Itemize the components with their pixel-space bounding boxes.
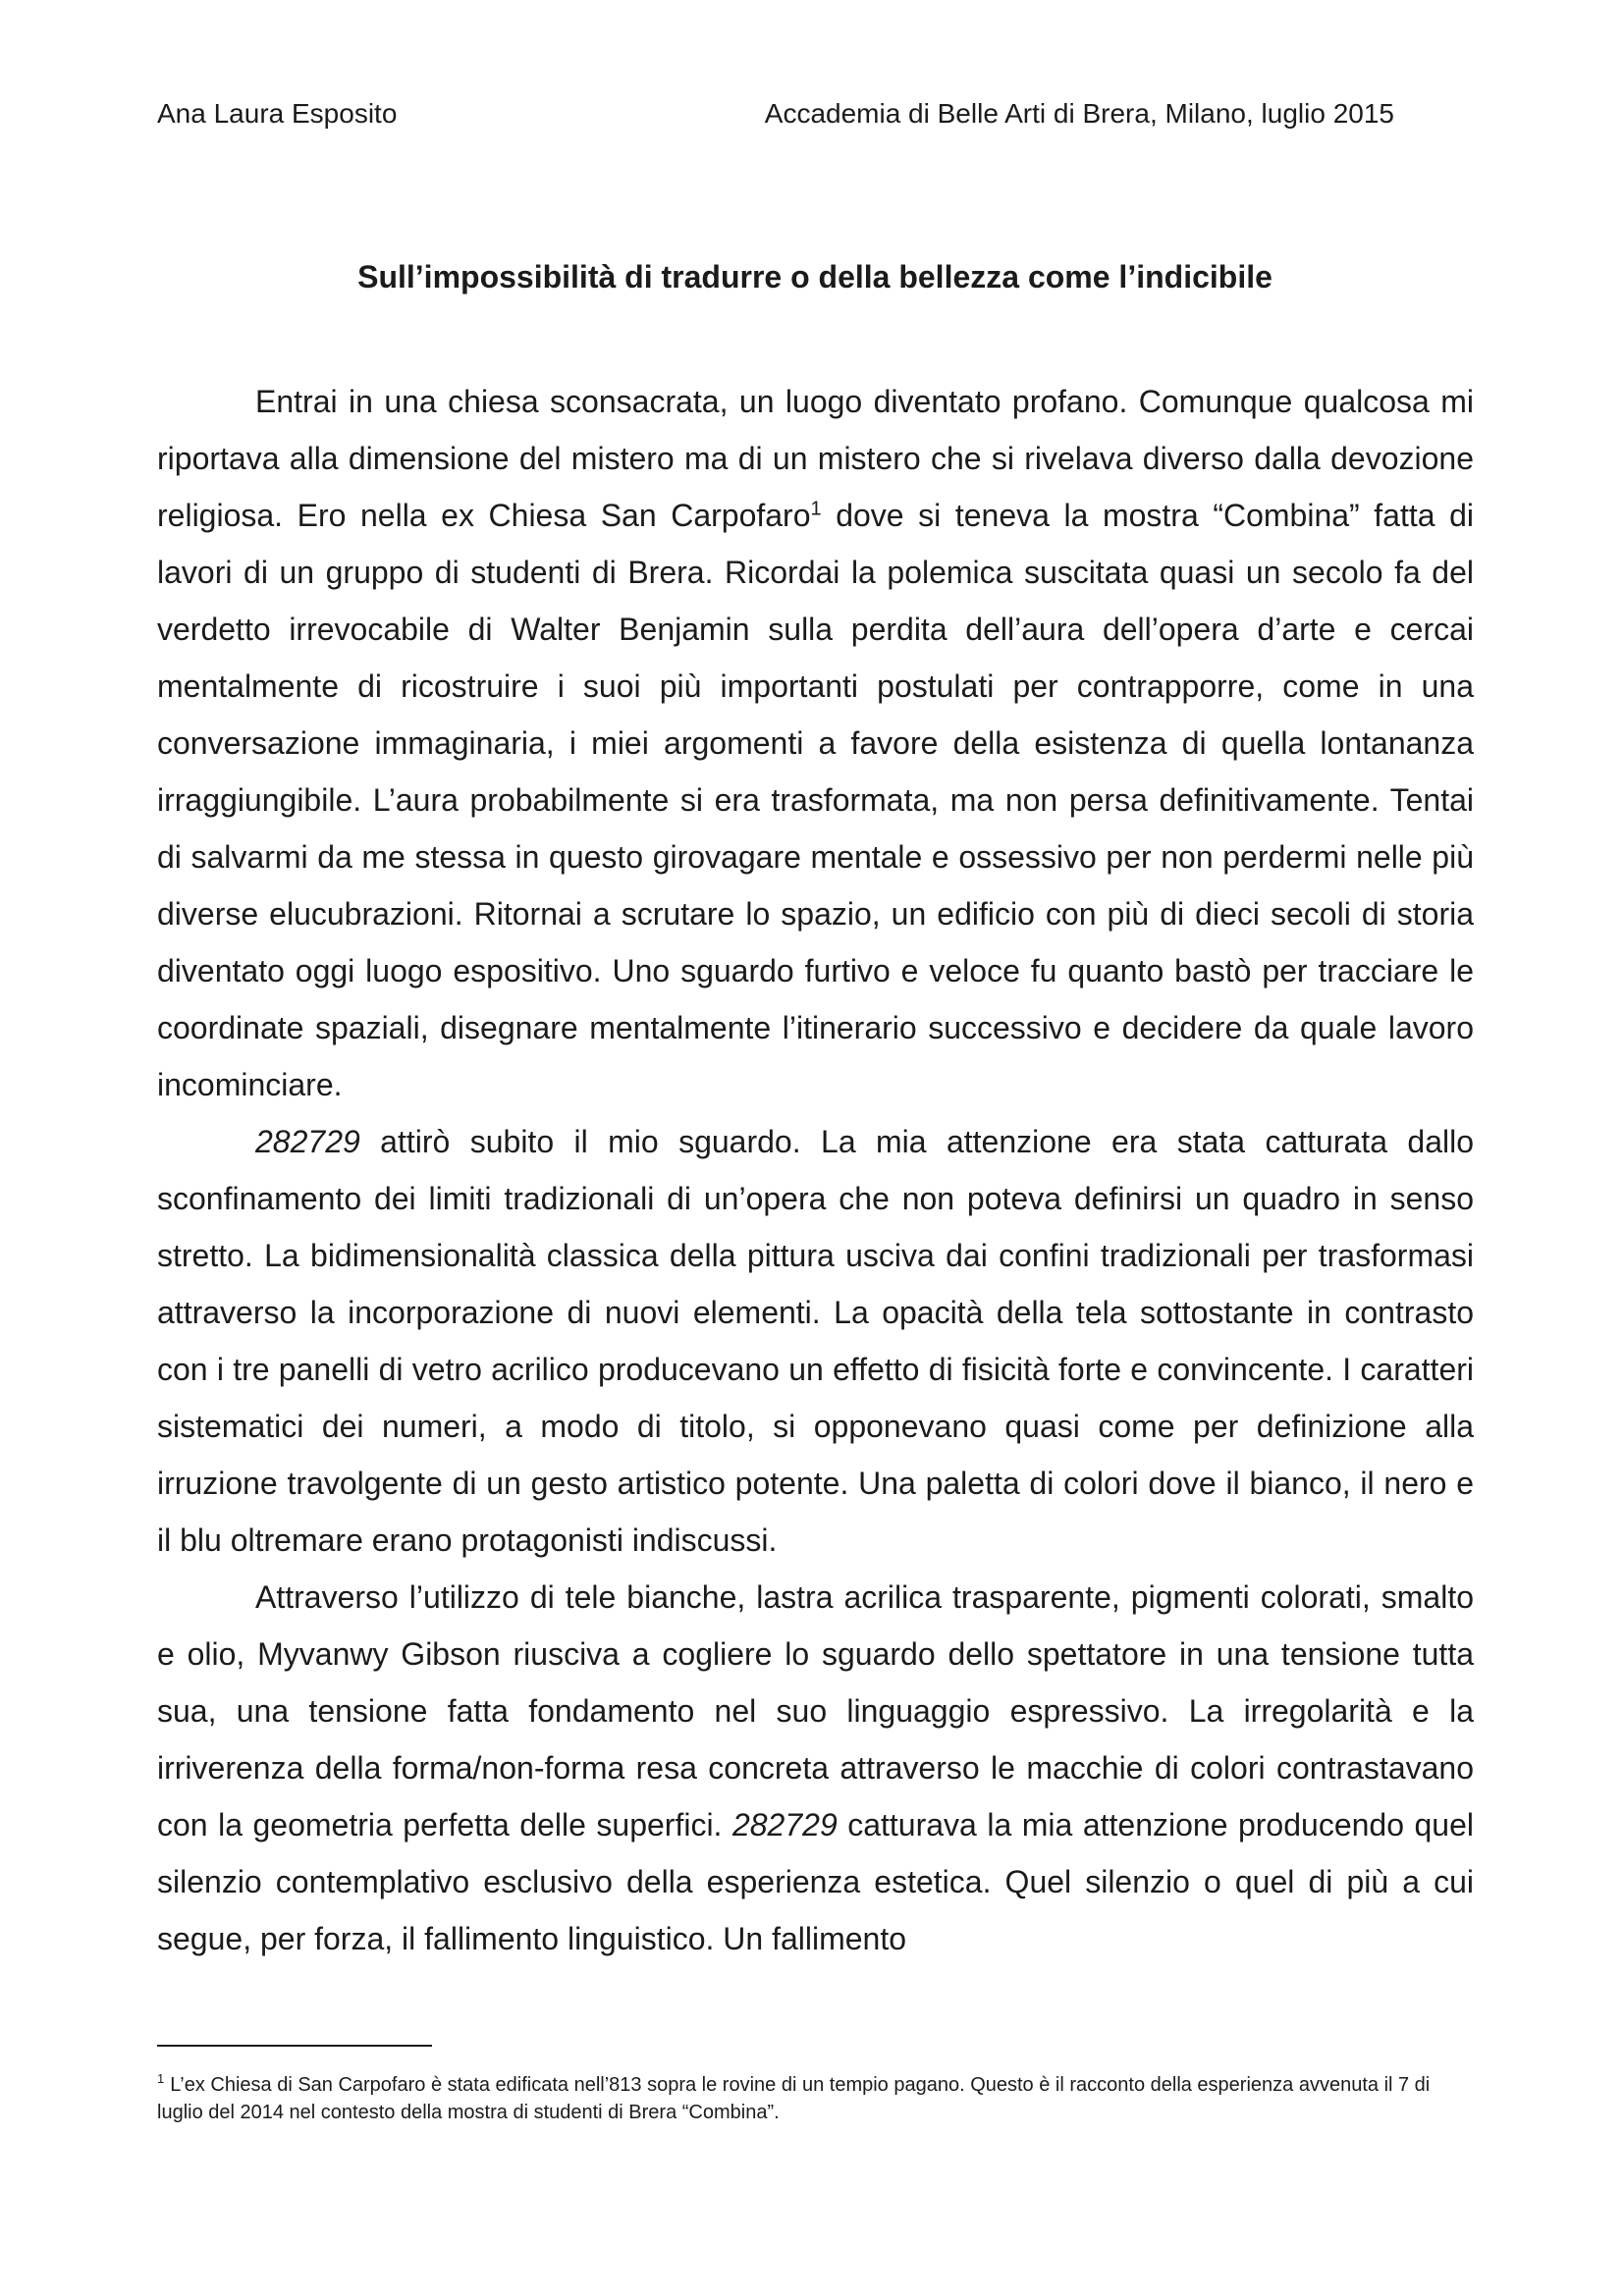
paragraph-1 [157,373,1474,1113]
footnote-divider [157,2045,432,2047]
header-place-date: Accademia di Belle Arti di Brera, Milano, luglio 2015 [764,98,1394,129]
paragraph-2-text: attirò subito il mio sguardo. La mia attenzione era stata catturata dallo sconfinamento dei limiti tradizionali di un’opera che non poteva definirsi un quadro in senso stretto. La bidimensionalità classica della pittura usciva dai confini tradizionali per trasformasi attraverso la incorporazione di nuovi elementi. La opacità della tela sottostante in contrasto con i tre panelli di vetro acrilico producevano un effetto di fisicità forte e convincente. I caratteri sistematici dei numeri, a modo di titolo, si opponevano quasi come per definizione alla irruzione travolgente di un gesto artistico potente. Una paletta di colori dove il bianco, il nero e il blu oltremare erano protagonisti indiscussi. [157,1124,1474,1558]
paragraph-2 [157,1113,1474,1569]
paragraph-1-text-b: dove si teneva la mostra “Combina” fatta di lavori di un gruppo di studenti di Brera. Ricordai la polemica suscitata quasi un secolo fa del verdetto irrevocabile di Walter Benjamin sulla perdita dell’aura dell’opera d’arte e cercai mentalmente di ricostruire i suoi più importanti postulati per contrapporre, come in una conversazione immaginaria, i miei argomenti a favore della esistenza di quella lontananza irraggiungibile. L’aura probabilmente si era trasformata, ma non persa definitivamente. Tentai di salvarmi da me stessa in questo girovagare mentale e ossessivo per non perdermi nelle più diverse elucubrazioni. Ritornai a scrutare lo spazio, un edificio con più di dieci secoli di storia diventato oggi luogo espositivo. Uno sguardo furtivo e veloce fu quanto bastò per tracciare le coordinate spaziali, disegnare mentalmente l’itinerario successivo e decidere da quale lavoro incominciare. [157,498,1475,1102]
artwork-title: 282729 [731,1807,838,1842]
paragraph-1-text-a: Entrai in una chiesa sconsacrata, un luogo diventato profano. Comunque qualcosa mi riportava alla dimensione del mistero ma di un mistero che si rivelava diverso dalla devozione religiosa. Ero nella ex Chiesa San Carpofaro [157,384,1474,533]
footnote-text: L’ex Chiesa di San Carpofaro è stata edificata nell’813 sopra le rovine di un tempio pagano. Questo è il racconto della esperienza avvenuta il 7 di luglio del 2014 nel contesto della mostra di studenti di Brera “Combina”. [157,2074,1431,2123]
document-title: Sull’impossibilità di tradurre o della bellezza come l’indicibile [357,259,1272,294]
header-author: Ana Laura Esposito [157,98,398,129]
paragraph-3-text-b: catturava la mia attenzione producendo quel silenzio contemplativo esclusivo della esperienza estetica. Quel silenzio o quel di più a cui segue, per forza, il fallimento linguistico. Un fallimento [157,1807,1475,1956]
page-header [157,94,1394,133]
document-body [157,373,1474,1967]
paragraph-3 [157,1569,1474,1967]
footnote [157,2071,1474,2126]
artwork-title: 282729 [255,1124,360,1159]
footnote-marker: 1 [157,2071,165,2087]
footnote-reference: 1 [810,498,822,520]
paragraph-3-text-a: Attraverso l’utilizzo di tele bianche, lastra acrilica trasparente, pigmenti colorati, smalto e olio, Myvanwy Gibson riusciva a cogliere lo sguardo dello spettatore in una tensione tutta sua, una tensione fatta fondamento nel suo linguaggio espressivo. La irregolarità e la irriverenza della forma/non-forma resa concreta attraverso le macchie di colori contrastavano con la geometria perfetta delle superfici. [157,1579,1474,1842]
